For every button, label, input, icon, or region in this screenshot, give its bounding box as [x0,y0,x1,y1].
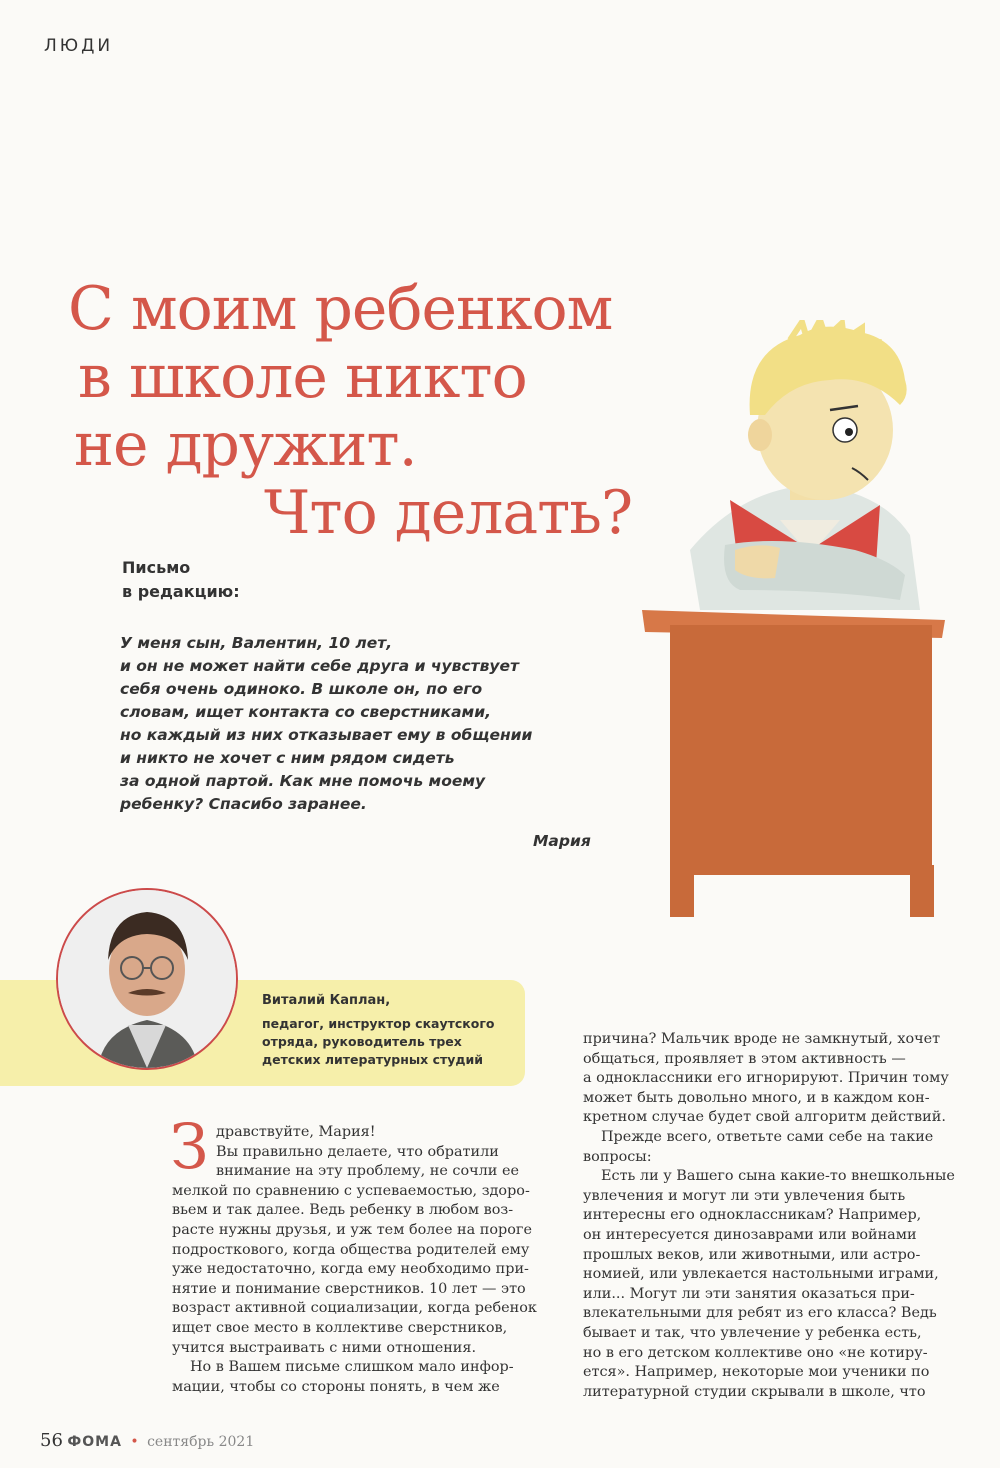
article-line: вопросы: [583,1148,652,1165]
article-line: общаться, проявляет в этом активность — [583,1050,906,1067]
article-line: причина? Мальчик вроде не замкнутый, хочет [583,1031,941,1047]
letter-signature: Мария [533,832,591,850]
headline-line: не дружит. [74,410,417,480]
letter-line: за одной партой. Как мне помочь моему [120,772,486,790]
letter-body [120,632,620,816]
article-line: увлечения и могут ли эти увлечения быть [583,1187,906,1204]
letter-line: У меня сын, Валентин, 10 лет, [120,634,393,652]
author-role [262,1015,522,1069]
letter-line: но каждый из них отказывает ему в общении [120,726,533,744]
article-line: номией, или увлекается настольными играми, [583,1266,939,1283]
section-label: ЛЮДИ [44,36,114,56]
article-line: внимание на эту проблему, не сочли ее [216,1163,519,1180]
headline [68,275,688,547]
article-line: Но в Вашем письме слишком мало инфор- [190,1359,514,1376]
author-role-line: отряда, руководитель трех [262,1034,462,1049]
article-line: или... Могут ли эти занятия оказаться при- [583,1285,915,1302]
letter-line: и никто не хочет с ним рядом сидеть [120,749,455,767]
article-line: расте нужны друзья, и уж тем более на пороге [172,1221,532,1238]
article-line: литературной студии скрывали в школе, что [583,1383,926,1400]
letter-heading-line: Письмо [122,558,191,577]
desk [670,625,932,875]
article-line: вьем и так далее. Ведь ребенку в любом воз- [172,1202,514,1219]
article-line: нятие и понимание сверстников. 10 лет — это [172,1280,526,1297]
letter-line: ребенку? Спасибо заранее. [120,795,367,813]
headline-line: Что делать? [264,478,633,548]
article-line: возраст активной социализации, когда ребенок [172,1300,537,1317]
footer-separator: • [130,1434,139,1450]
letter-heading [122,556,240,604]
article-line: дравствуйте, Мария! [216,1124,376,1140]
drop-cap: З [170,1110,209,1183]
issue-date: сентябрь 2021 [147,1434,255,1450]
article-line: влекательными для ребят из его класса? Ведь [583,1305,937,1322]
article-line: он интересуется динозаврами или войнами [583,1226,917,1243]
author-name: Виталий Каплан, [262,993,391,1008]
article-line: может быть довольно много, и в каждом кон- [583,1089,930,1106]
article-line: Прежде всего, ответьте сами себе на такие [601,1128,934,1145]
letter-line: словам, ищет контакта со сверстниками, [120,703,491,721]
article-line: а одноклассники его игнорируют. Причин тому [583,1070,949,1087]
article-line: мации, чтобы со стороны понять, в чем же [172,1378,500,1395]
article-line: интересны его одноклассникам? Например, [583,1207,922,1224]
article-line: кретном случае будет свой алгоритм действий. [583,1109,946,1126]
article-line: Вы правильно делаете, что обратили [216,1143,499,1160]
magazine-name: ФОМА [67,1434,122,1450]
page-footer [40,1430,254,1451]
article-line: бывает и так, что увлечение у ребенка есть, [583,1324,922,1341]
article-line: Есть ли у Вашего сына какие-то внешкольные [601,1168,955,1185]
headline-line: С моим ребенком [68,274,613,344]
author-role-line: детских литературных студий [262,1052,484,1067]
article-line: но в его детском коллективе оно «не котиру- [583,1344,928,1361]
article-line: ется». Например, некоторые мои ученики по [583,1364,930,1381]
page-number: 56 [40,1430,63,1451]
letter-line: и он не может найти себе друга и чувствует [120,657,520,675]
headline-line: в школе никто [78,342,527,412]
article-line: ищет свое место в коллективе сверстников, [172,1319,508,1336]
author-photo [58,890,236,1068]
letter-heading-line: в редакцию: [122,582,240,601]
author-avatar [56,888,238,1070]
boy-at-desk-illustration [630,320,960,930]
author-role-line: педагог, инструктор скаутского [262,1016,495,1031]
article-line: учится выстраивать с ними отношения. [172,1339,477,1356]
article-line: прошлых веков, или животными, или астро- [583,1246,921,1263]
article-line: уже недостаточно, когда ему необходимо при- [172,1261,529,1278]
article-line: мелкой по сравнению с успеваемостью, здоро- [172,1182,530,1199]
article-line: подросткового, когда общества родителей ему [172,1241,530,1258]
article-column-1 [172,1123,542,1397]
article-column-2 [583,1030,968,1402]
letter-line: себя очень одиноко. В школе он, по его [120,680,483,698]
